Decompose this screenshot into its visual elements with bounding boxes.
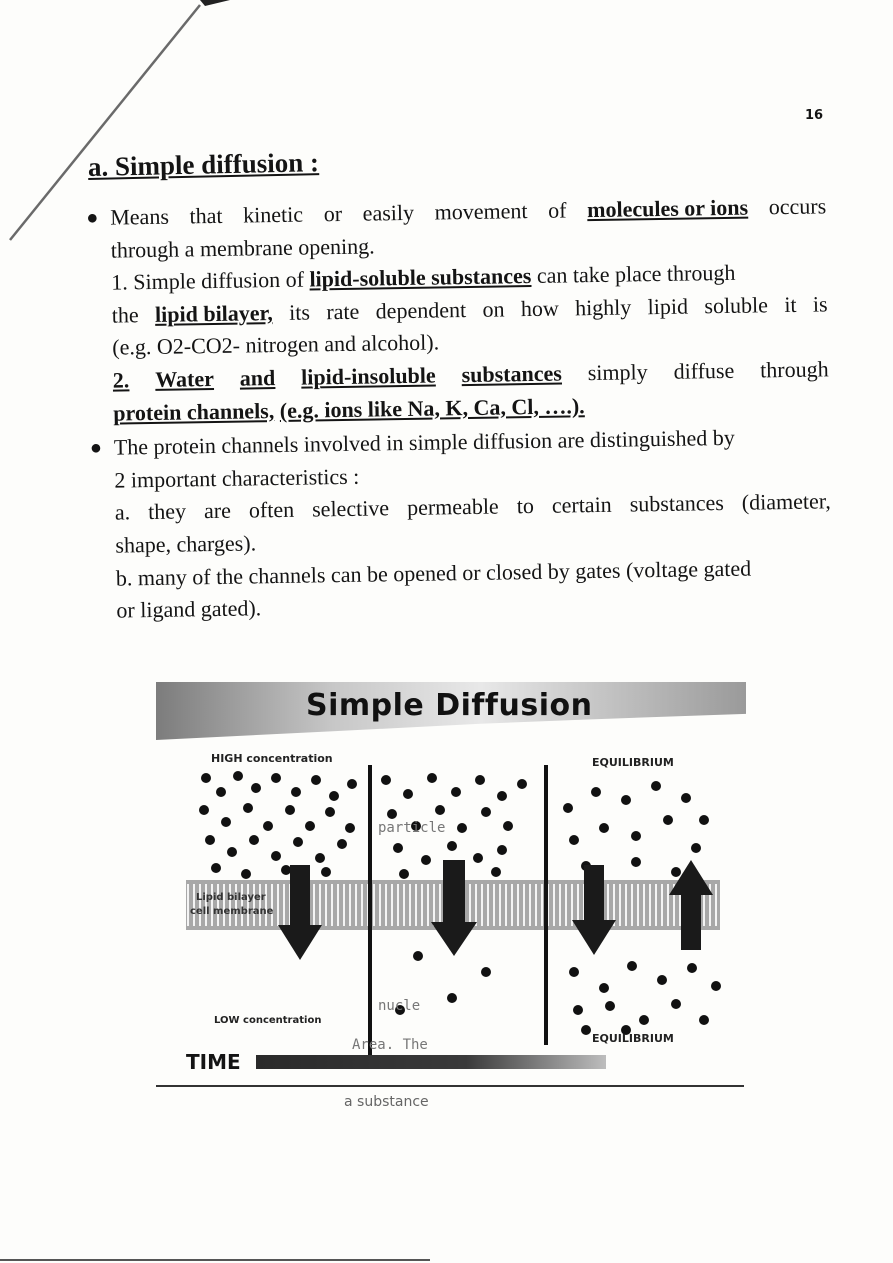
bullet-dot-icon: ●: [86, 206, 99, 229]
key-term: molecules or ions: [586, 194, 749, 223]
particle: [329, 791, 339, 801]
particle: [457, 823, 467, 833]
particle: [651, 781, 661, 791]
particle: [305, 821, 315, 831]
particle: [221, 817, 231, 827]
particle: [393, 843, 403, 853]
particle: [345, 823, 355, 833]
time-bar: [256, 1055, 606, 1069]
low-concentration-label: LOW concentration: [214, 1015, 322, 1026]
particle: [481, 807, 491, 817]
particle: [199, 805, 209, 815]
ghost-text-area: Area. The: [352, 1037, 428, 1053]
text-line: a. they are often selective permeable to certain substances (diameter,: [114, 488, 831, 525]
particle: [315, 853, 325, 863]
particle: [447, 841, 457, 851]
bullet-item-2: [90, 421, 833, 628]
particle: [403, 789, 413, 799]
particle: [387, 809, 397, 819]
particle: [699, 815, 709, 825]
text-line: Means that kinetic or easily movement of molecules or ions occurs: [110, 193, 827, 230]
particle: [271, 851, 281, 861]
particle: [216, 787, 226, 797]
particle: [599, 983, 609, 993]
figure-rule: [156, 1085, 744, 1087]
particle: [447, 993, 457, 1003]
particle: [249, 835, 259, 845]
ghost-text-nucle: nucle: [378, 998, 421, 1014]
ghost-text-caption: a substance: [344, 1094, 429, 1110]
text-line: or ligand gated).: [116, 595, 262, 623]
particle: [671, 867, 681, 877]
particle: [205, 835, 215, 845]
particle: [291, 787, 301, 797]
particle: [337, 839, 347, 849]
particle: [605, 1001, 615, 1011]
particle: [621, 795, 631, 805]
bullet-dot-icon: ●: [89, 436, 103, 460]
particle: [381, 775, 391, 785]
text-line: (e.g. O2-CO2- nitrogen and alcohol).: [112, 329, 440, 360]
particle: [699, 1015, 709, 1025]
key-term: lipid-soluble substances: [309, 263, 532, 292]
particle: [475, 775, 485, 785]
cell-membrane-label: cell membrane: [190, 906, 274, 917]
particle: [631, 857, 641, 867]
text-line: b. many of the channels can be opened or closed by gates (voltage gated: [115, 555, 752, 591]
text-line: The protein channels involved in simple diffusion are distinguished by: [113, 424, 735, 460]
particle: [663, 815, 673, 825]
particle: [281, 865, 291, 875]
particle: [201, 773, 211, 783]
particle: [563, 803, 573, 813]
particle: [435, 805, 445, 815]
particle: [413, 951, 423, 961]
particle: [321, 867, 331, 877]
particle: [251, 783, 261, 793]
particle: [591, 787, 601, 797]
key-term: protein channels,: [113, 397, 275, 426]
particle: [581, 1025, 591, 1035]
particle: [687, 963, 697, 973]
particle: [671, 999, 681, 1009]
particle: [481, 967, 491, 977]
particle: [497, 845, 507, 855]
diffusion-diagram: [156, 680, 748, 1090]
particle: [421, 855, 431, 865]
key-term: lipid bilayer,: [154, 299, 273, 327]
particle: [681, 793, 691, 803]
page-number: 16: [805, 108, 824, 123]
key-term: (e.g. ions like Na, K, Ca, Cl, ….).: [279, 392, 585, 423]
particle: [627, 961, 637, 971]
particle: [285, 805, 295, 815]
text-line: shape, charges).: [115, 530, 257, 558]
particle: [569, 835, 579, 845]
particle: [325, 807, 335, 817]
particle: [631, 831, 641, 841]
body-text: [86, 190, 833, 627]
particle: [227, 847, 237, 857]
text-line: through a membrane opening.: [110, 233, 375, 263]
text-line: 1. Simple diffusion of lipid-soluble substances can take place through: [111, 259, 736, 295]
particle: [451, 787, 461, 797]
particle: [263, 821, 273, 831]
particle: [517, 779, 527, 789]
particle: [573, 1005, 583, 1015]
particle: [599, 823, 609, 833]
particle: [243, 803, 253, 813]
particle: [427, 773, 437, 783]
text-line: 2. Water and lipid-insoluble substances simply diffuse through: [112, 356, 829, 393]
particle: [491, 867, 501, 877]
ghost-text-particle: particle: [378, 820, 446, 836]
bullet-item-1: [86, 190, 829, 430]
text-line: 2 important characteristics :: [114, 463, 360, 493]
text-line: the lipid bilayer, its rate dependent on how highly lipid soluble it is: [112, 288, 828, 332]
particle: [497, 791, 507, 801]
particle: [399, 869, 409, 879]
time-label: TIME: [186, 1050, 241, 1074]
particle: [233, 771, 243, 781]
particle: [569, 967, 579, 977]
particle: [311, 775, 321, 785]
lipid-bilayer-label: Lipid bilayer: [196, 892, 266, 903]
particle: [293, 837, 303, 847]
figure-title: Simple Diffusion: [306, 688, 593, 723]
particle: [473, 853, 483, 863]
particle: [657, 975, 667, 985]
equilibrium-bottom-label: EQUILIBRIUM: [592, 1032, 674, 1045]
particle: [691, 843, 701, 853]
particle: [347, 779, 357, 789]
section-heading: a. Simple diffusion :: [87, 147, 320, 182]
particle: [639, 1015, 649, 1025]
particle: [241, 869, 251, 879]
particle: [211, 863, 221, 873]
particle: [503, 821, 513, 831]
particle: [271, 773, 281, 783]
particle: [711, 981, 721, 991]
high-concentration-label: HIGH concentration: [211, 752, 333, 765]
page-bottom-rule: [0, 1259, 430, 1261]
simple-diffusion-figure: [156, 680, 748, 1110]
equilibrium-top-label: EQUILIBRIUM: [592, 756, 674, 769]
